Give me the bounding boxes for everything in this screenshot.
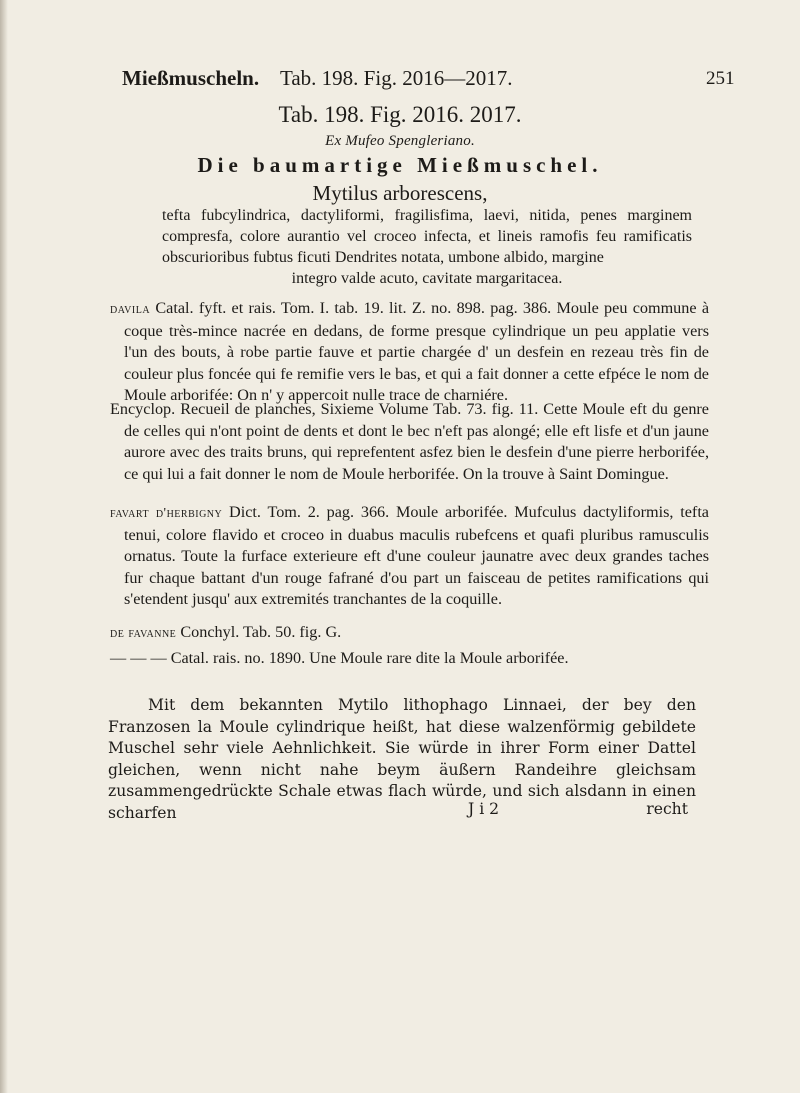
- latin-description-last-line: integro valde acuto, cavitate margaritacea.: [291, 270, 563, 287]
- reference-author: favart d'herbigny: [110, 506, 223, 521]
- reference-text: Dict. Tom. 2. pag. 366. Moule arborifée. Mufculus dactyliformis, tefta tenui, colore flavido et croceo in duabus maculis rubefcens et quafi pluribus ramusculis ornatus. Toute la furface exterieure eft d'une couleur jaunatre avec deux grandes taches fur chaque battant d'un rouge fafrané d'ou part un faisceau de petites ramifications qui s'etendent jusqu' aux extremités tranchantes de la coquille.: [124, 503, 709, 609]
- running-head-tab-reference: Tab. 198. Fig. 2016—2017.: [280, 66, 513, 90]
- reference-entry: [110, 399, 709, 485]
- reference-entry: [110, 298, 709, 407]
- reference-author: — — —: [110, 649, 167, 667]
- german-paragraph: Mit dem bekannten Mytilo lithophago Linnaei, der bey den Franzosen la Moule cylindrique heißt, hat diese walzenförmig gebildete Muschel sehr viele Aehnlichkeit. Sie würde in ihrer Form einer Dattel gleichen, wenn nicht nahe beym äußern Randeihre gleichsam zusammengedrückte Schale etwas flach würde, und sich alsdann in einen scharfen: [108, 696, 696, 822]
- reference-author: davila: [110, 302, 151, 317]
- latin-description: [162, 205, 692, 289]
- latin-species-name: Mytilus arborescens,: [312, 181, 488, 205]
- reference-text: Catal. rais. no. 1890. Une Moule rare dite la Moule arborifée.: [170, 649, 569, 667]
- reference-text: Conchyl. Tab. 50. fig. G.: [180, 623, 342, 641]
- reference-entry: [110, 648, 709, 670]
- signature-mark: J i 2: [468, 800, 500, 818]
- reference-entry: [110, 502, 709, 611]
- source-collection: Ex Mufeo Spengleriano.: [325, 133, 475, 149]
- latin-description-body: tefta fubcylindrica, dactyliformi, fragilisfima, laevi, nitida, penes marginem compresfa, colore aurantio vel croceo infecta, et lineis ramofis feu ramificatis obscurioribus fubtus ficuti Dendrites notata, umbone albido, margine: [162, 207, 692, 266]
- german-species-title: Die baumartige Mießmuschel.: [197, 153, 603, 177]
- page-number: 251: [706, 68, 735, 89]
- tab-figure-heading: Tab. 198. Fig. 2016. 2017.: [278, 102, 522, 127]
- reference-text: Encyclop. Recueil de planches, Sixieme Volume Tab. 73. fig. 11. Cette Moule eft du genre de celles qui n'ont point de dents et dont le bec n'eft pas alongé; elle eft lisfe et d'un jaune aurore avec des traits bruns, qui reprefentent asfez bien le desfein d'une pierre herborifée, ce qui lui a fait donner le nom de Moule herborifée. On la trouve à Saint Domingue.: [110, 400, 709, 483]
- catchword: recht: [646, 800, 688, 818]
- reference-text: Catal. fyft. et rais. Tom. I. tab. 19. lit. Z. no. 898. pag. 386. Moule peu commune à coque très-mince nacrée en dedans, de forme presque cylindrique un peu applatie vers l'un des bouts, à robe partie fauve et partie chargée d' un desfein en rezeau très fin de couleur plus foncée qui fe remifie vers le bas, et qui a fait donner a cette efpéce le nom de Moule arborifée: On n' y appercoit nulle trace de charniére.: [124, 299, 710, 405]
- reference-entry: [110, 622, 709, 645]
- running-head-title: Mießmuscheln.: [122, 66, 260, 90]
- reference-author: de favanne: [110, 626, 177, 641]
